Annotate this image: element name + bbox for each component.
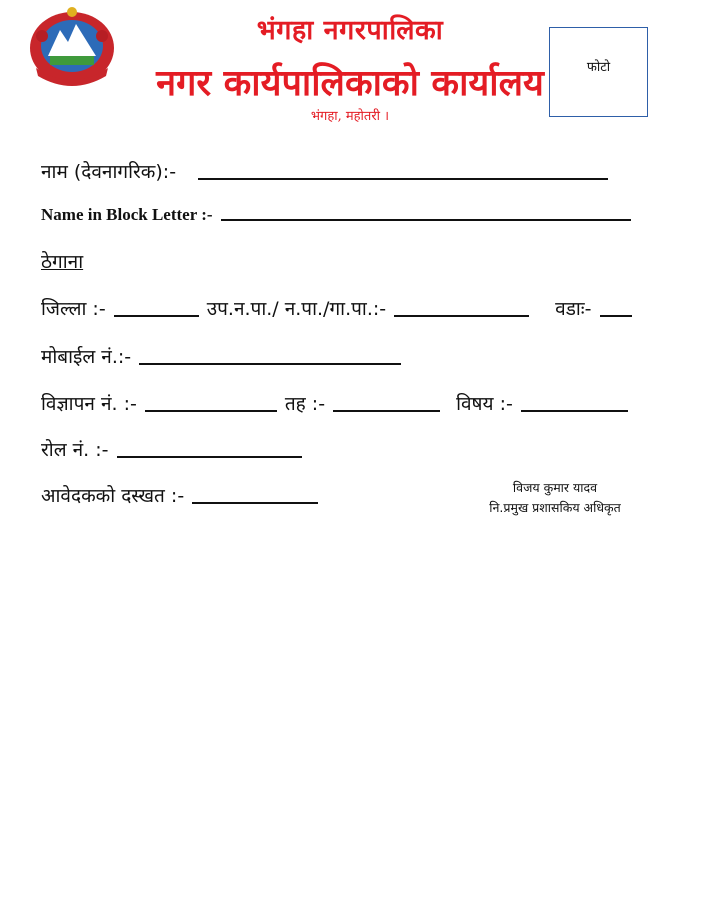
signatory-block <box>470 478 640 518</box>
applicant-signature-label: आवेदकको दस्खत :- <box>41 485 185 507</box>
district-label: जिल्ला :- <box>41 298 106 320</box>
name-block-field[interactable] <box>221 218 631 221</box>
applicant-signature-field[interactable] <box>192 501 318 504</box>
municipality-field[interactable] <box>394 314 529 317</box>
address-row <box>41 295 640 321</box>
roll-no-label: रोल नं. :- <box>41 439 109 461</box>
office-subtitle: नगर कार्यपालिकाको कार्यालय <box>156 62 544 104</box>
mobile-label: मोबाईल नं.:- <box>41 346 132 368</box>
level-field[interactable] <box>333 409 440 412</box>
nepal-emblem-logo <box>26 6 118 88</box>
office-title: भंगहा नगरपालिका <box>256 15 444 46</box>
municipality-label: उप.न.पा./ न.पा./गा.पा.:- <box>206 298 387 320</box>
roll-no-field[interactable] <box>117 455 302 458</box>
signature-row <box>41 482 326 508</box>
name-block-row <box>41 205 639 225</box>
name-devanagari-label: नाम (देवनागरिक):- <box>41 161 177 183</box>
mobile-field[interactable] <box>139 362 401 365</box>
advert-row <box>41 390 636 416</box>
mobile-row <box>41 343 409 369</box>
office-address: भंगहा, महोतरी । <box>310 109 390 124</box>
ward-label: वडाः- <box>555 298 592 320</box>
name-devanagari-field[interactable] <box>198 177 608 180</box>
advert-no-field[interactable] <box>145 409 277 412</box>
signatory-designation: नि.प्रमुख प्रशासकिय अधिकृत <box>489 500 621 515</box>
ward-field[interactable] <box>600 314 632 317</box>
level-label: तह :- <box>284 393 326 415</box>
subject-label: विषय :- <box>456 393 513 415</box>
advert-no-label: विज्ञापन नं. :- <box>41 393 137 415</box>
name-block-label: Name in Block Letter :- <box>41 205 213 224</box>
photo-label: फोटो <box>586 60 611 75</box>
name-devanagari-row <box>41 158 616 184</box>
district-field[interactable] <box>114 314 199 317</box>
signatory-name: विजय कुमार यादव <box>512 480 598 495</box>
address-heading: ठेगाना <box>41 251 84 273</box>
photo-box[interactable] <box>549 27 648 117</box>
subject-field[interactable] <box>521 409 628 412</box>
roll-row <box>41 436 310 462</box>
